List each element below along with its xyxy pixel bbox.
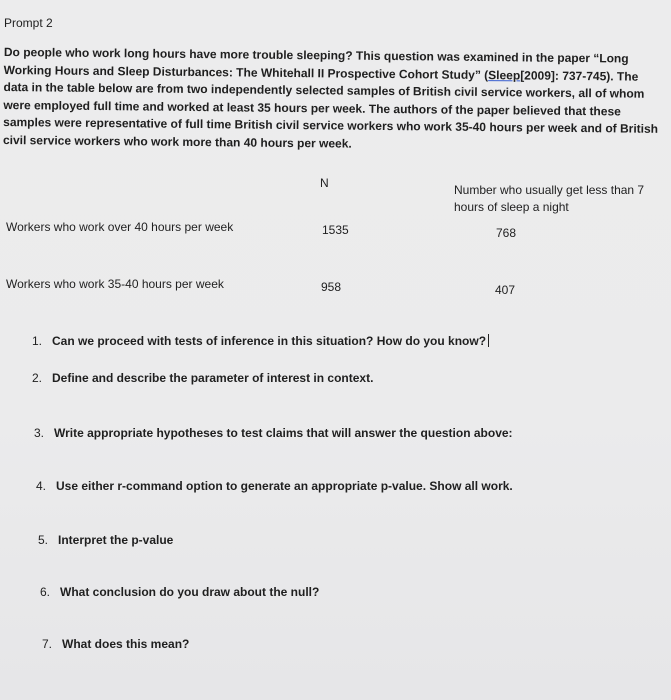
table-cell-count: 407: [495, 283, 516, 297]
question-item: [42, 637, 189, 651]
question-number: 2.: [32, 371, 43, 385]
question-text: Define and describe the parameter of interest in context.: [52, 371, 374, 385]
question-text: What does this mean?: [62, 637, 190, 651]
question-text: What conclusion do you draw about the null?: [60, 585, 320, 599]
table-row-label: Workers who work 35-40 hours per week: [6, 277, 224, 291]
table-cell-count: 768: [496, 226, 517, 240]
intro-paragraph: [3, 44, 666, 156]
table-header-n: N: [320, 176, 329, 190]
question-text: Can we proceed with tests of inference in this situation? How do you know?: [52, 334, 487, 348]
text-cursor: [488, 334, 489, 347]
table-cell-n: 958: [321, 280, 342, 294]
question-text: Use either r-command option to generate an appropriate p-value. Show all work.: [56, 479, 513, 493]
table-header-count: Number who usually get less than 7 hours of sleep a night: [454, 183, 645, 214]
intro-text-after: [2009]: 737-745). The data in the table below are from two independently selected samples of British civil service workers, all of whom were employed full time and worked at least 35 hours per week. The authors of the paper believed that these samples were representative of full time British civil service workers who work 35-40 hours per week and of British civil service workers who work more than 40 hours per week.: [2, 67, 659, 151]
question-number: 5.: [38, 533, 49, 547]
question-number: 4.: [36, 479, 47, 493]
question-item: [32, 371, 373, 385]
question-number: 6.: [40, 585, 51, 599]
prompt-heading: Prompt 2: [4, 16, 53, 30]
question-number: 3.: [34, 426, 45, 440]
intro-text-before: Do people who work long hours have more trouble sleeping? This question was examined in the paper “Long Working Hours and Sleep Disturbances: The Whitehall II Prospective Cohort Study” (: [3, 44, 629, 82]
question-item: [40, 585, 319, 599]
table-cell-n: 1535: [322, 223, 349, 237]
question-item: [32, 334, 489, 348]
question-number: 1.: [32, 334, 43, 348]
table-row-label: Workers who work over 40 hours per week: [6, 220, 234, 234]
question-item: [36, 479, 513, 493]
question-text: Write appropriate hypotheses to test claims that will answer the question above:: [54, 426, 513, 440]
question-item: [38, 533, 173, 547]
question-item: [34, 426, 513, 440]
question-number: 7.: [42, 637, 53, 651]
question-text: Interpret the p-value: [58, 533, 174, 547]
journal-citation: Sleep: [488, 67, 521, 82]
